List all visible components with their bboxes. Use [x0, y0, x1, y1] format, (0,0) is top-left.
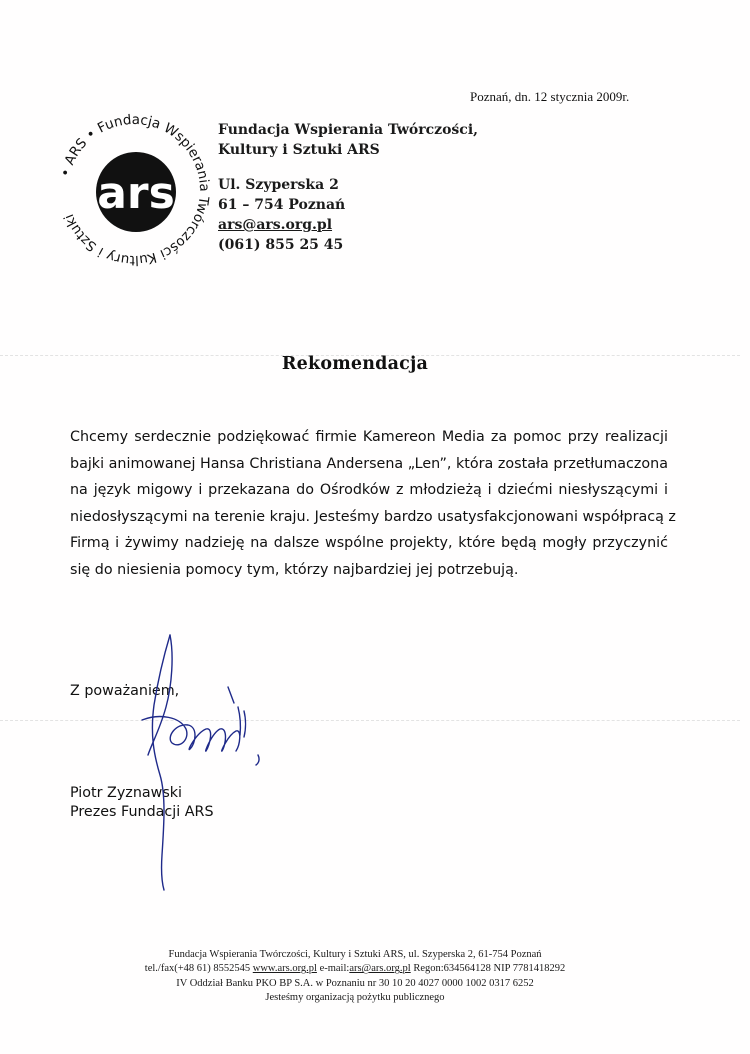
ars-foundation-logo [56, 112, 212, 268]
body-line: Firmą i żywimy nadzieję na dalsze wspólne projekty, które będą mogły przyczynić [70, 535, 668, 551]
body-line: się do niesienia pomocy tym, którzy najbardziej jej potrzebują. [70, 561, 519, 578]
organization-header [218, 120, 478, 255]
footer-website-link[interactable]: www.ars.org.pl [252, 963, 317, 975]
logo-mark: ars [97, 168, 175, 219]
footer-email-link[interactable]: ars@ars.org.pl [349, 963, 411, 975]
org-street: Ul. Szyperska 2 [218, 177, 339, 193]
body-line: niedosłyszącymi na terenie kraju. Jesteśmy bardzo usatysfakcjonowani współpracą z [70, 508, 676, 525]
body-line: na język migowy i przekazana do Ośrodków z młodzieżą i dziećmi niesłyszącymi i [70, 482, 668, 498]
signer-title: Prezes Fundacji ARS [70, 804, 214, 820]
org-name-line2: Kultury i Sztuki ARS [218, 142, 380, 158]
org-postal-city: 61 – 754 Poznań [218, 197, 346, 213]
closing-phrase: Z poważaniem, [70, 683, 180, 699]
org-email-link[interactable]: ars@ars.org.pl [218, 217, 333, 233]
body-line: bajki animowanej Hansa Christiana Andersena „Len”, która została przetłumaczona [70, 455, 668, 472]
handwritten-signature [140, 625, 300, 895]
body-line: Chcemy serdecznie podziękować firmie Kamereon Media za pomoc przy realizacji [70, 429, 668, 445]
letter-body [70, 424, 676, 583]
footer-email-label: e-mail: [319, 963, 350, 975]
org-phone: (061) 855 25 45 [218, 237, 344, 253]
date-line: Poznań, dn. 12 stycznia 2009r. [470, 89, 630, 104]
scan-line [0, 720, 740, 721]
signer-block [70, 784, 214, 822]
footer-status: Jesteśmy organizacją pożytku publicznego [265, 991, 445, 1003]
logo-ring-text: • ARS • Fundacja Wspierania Twórczości Kultury i Sztuki [57, 112, 212, 268]
signer-name: Piotr Zyznawski [70, 785, 183, 801]
letter-footer [0, 948, 710, 1005]
document-title: Rekomendacja [281, 354, 429, 374]
footer-address: Fundacja Wspierania Twórczości, Kultury i Sztuki ARS, ul. Szyperska 2, 61-754 Poznań [168, 949, 542, 960]
footer-bank: IV Oddział Banku PKO BP S.A. w Poznaniu nr 30 10 20 4027 0000 1002 0317 6252 [176, 977, 534, 989]
footer-regon-nip: Regon:634564128 NIP 7781418292 [413, 963, 566, 975]
footer-contact [0, 962, 710, 976]
footer-phone: tel./fax(+48 61) 8552545 [144, 963, 251, 975]
org-name-line1: Fundacja Wspierania Twórczości, [218, 122, 479, 138]
